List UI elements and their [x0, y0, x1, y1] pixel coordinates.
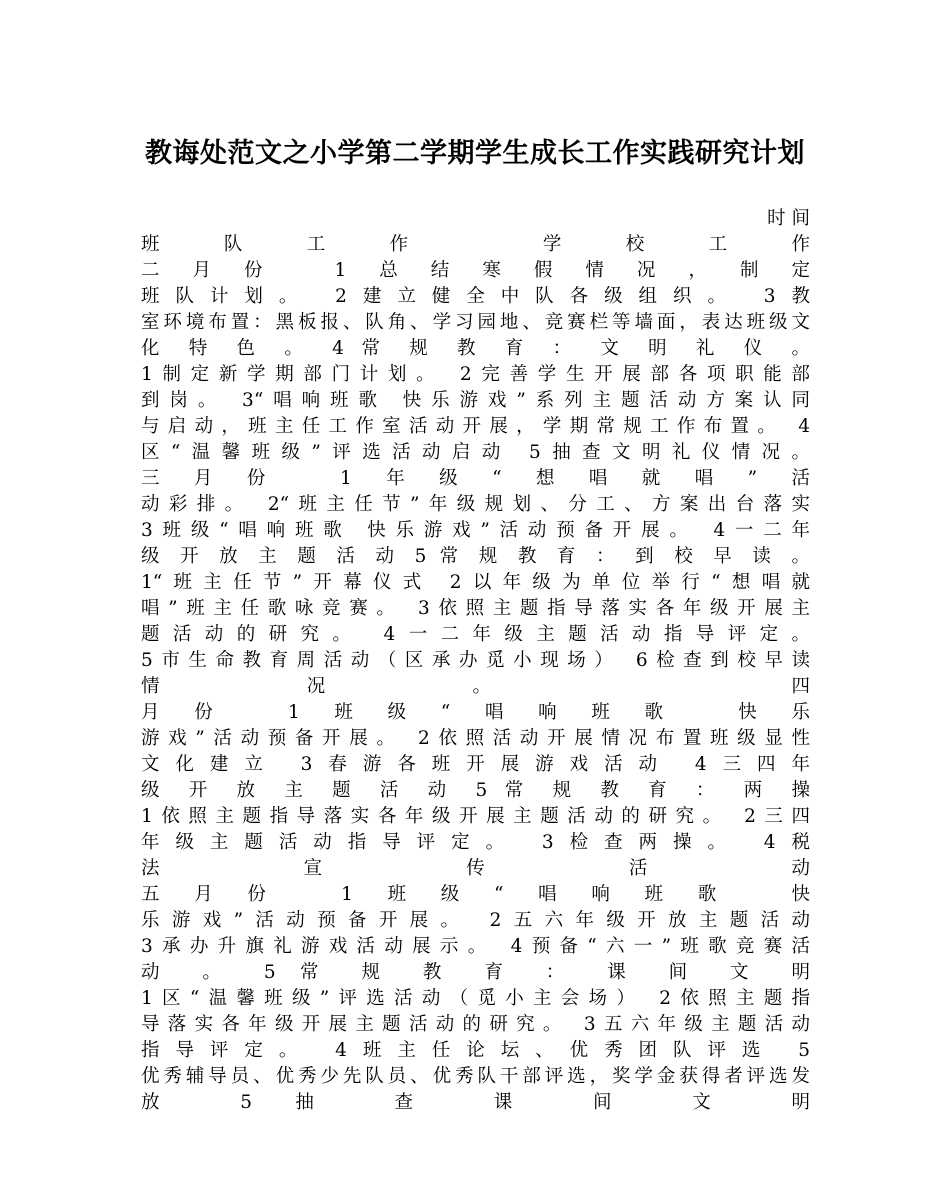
text-line: 级 开 放 主 题 活 动 5 常 规 教 育 ： 两 操	[141, 780, 810, 801]
text-line: 唱”班主任歌咏竞赛。 3依照主题指导落实各年级开展主	[141, 598, 810, 619]
text-line: 游戏”活动预备开展。 2依照活动开展情况布置班级显性	[141, 728, 810, 749]
text-line: 法 宣 传 活 动	[141, 858, 810, 879]
text-line: 优秀辅导员、优秀少先队员、优秀队干部评选，奖学金获得者评选发	[141, 1066, 810, 1087]
text-line: 指导评定。 4班主任论坛、优秀团队评选 5	[141, 1040, 810, 1061]
text-line: 题活动的研究。 4一二年级主题活动指导评定。	[141, 624, 810, 645]
text-line: 化 特 色 。 4 常 规 教 育 ： 文 明 礼 仪 。	[141, 338, 810, 359]
text-line: 情况。 四	[141, 676, 810, 697]
document-body	[141, 206, 810, 1116]
text-line: 年级主题活动指导评定。 3检查两操。 4税	[141, 832, 810, 853]
text-line: 到岗。 3“唱响班歌 快乐游戏”系列主题活动方案认同	[141, 390, 810, 411]
text-line: 月份 1班级“唱响班歌 快乐	[141, 702, 810, 723]
text-line: 五月份 1班级“唱响班歌 快	[141, 884, 810, 905]
text-line: 区“温馨班级”评选活动启动 5抽查文明礼仪情况。	[141, 442, 810, 463]
document-title: 教诲处范文之小学第二学期学生成长工作实践研究计划	[145, 138, 805, 169]
text-line: 班队计划。 2建立健全中队各级组织。 3教	[141, 286, 810, 307]
text-line: 5市生命教育周活动（区承办觅小现场） 6检查到校早读	[141, 650, 810, 671]
text-line: 导落实各年级开展主题活动的研究。 3五六年级主题活动	[141, 1014, 810, 1035]
text-line: 放 5 抽 查 课 间 文 明	[141, 1092, 810, 1113]
text-line: 文化建立 3春游各班开展游戏活动 4三四年	[141, 754, 810, 775]
text-line: 动彩排。 2“班主任节”年级规划、分工、方案出台落实	[141, 494, 810, 515]
text-line: 级 开 放 主 题 活 动 5 常 规 教 育 ： 到 校 早 读 。	[141, 546, 810, 567]
text-line: 动 。 5 常 规 教 育 ： 课 间 文 明	[141, 962, 810, 983]
text-line: 时 间	[767, 208, 810, 229]
text-line: 3承办升旗礼游戏活动展示。 4预备“六一”班歌竞赛活	[141, 936, 810, 957]
text-line: 1“班主任节”开幕仪式 2以年级为单位举行“想唱就	[141, 572, 810, 593]
text-line: 1制定新学期部门计划。 2完善学生开展部各项职能部	[141, 364, 810, 385]
text-line: 1区“温馨班级”评选活动（觅小主会场） 2依照主题指	[141, 988, 810, 1009]
text-line: 室环境布置：黑板报、队角、学习园地、竞赛栏等墙面，表达班级文	[141, 312, 810, 333]
text-line: 与启动，班主任工作室活动开展，学期常规工作布置。 4	[141, 416, 810, 437]
text-line: 二月份 1总结寒假情况，制定	[141, 260, 810, 281]
text-line: 3班级“唱响班歌 快乐游戏”活动预备开展。 4一二年	[141, 520, 810, 541]
text-line: 班队工作 学校工作	[141, 234, 810, 255]
text-line: 三月份 1年级“想唱就唱”活	[141, 468, 810, 489]
text-line: 乐游戏”活动预备开展。 2五六年级开放主题活动	[141, 910, 810, 931]
text-line: 1依照主题指导落实各年级开展主题活动的研究。 2三四	[141, 806, 810, 827]
